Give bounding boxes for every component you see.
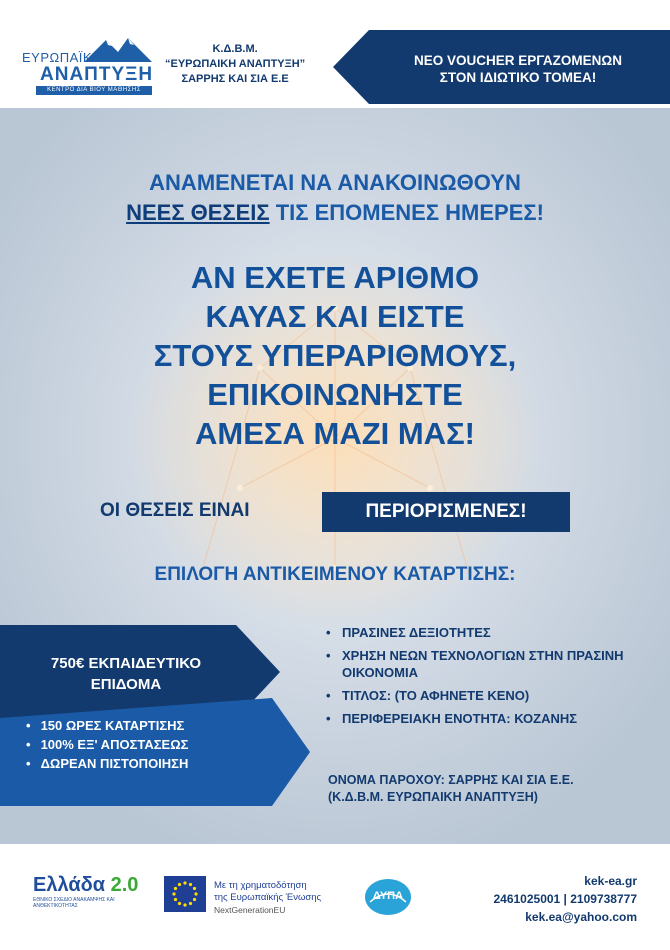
- eu-line-2: της Ευρωπαϊκής Ένωσης: [214, 892, 322, 903]
- benefit-item: • 150 ΩΡΕΣ ΚΑΤΑΡΤΙΣΗΣ: [26, 716, 188, 735]
- headline-line: ΕΠΙΚΟΙΝΩΝΗΣΤΕ: [207, 377, 463, 412]
- subject-item: • ΠΡΑΣΙΝΕΣ ΔΕΞΙΟΤΗΤΕΣ: [326, 624, 666, 641]
- voucher-line-2: ΣΤΟΝ ΙΔΙΩΤΙΚΟ ΤΟΜΕΑ!: [439, 70, 597, 85]
- phone-numbers: 2461025001 | 2109738777: [493, 892, 637, 906]
- eu-star: [194, 892, 197, 895]
- ellada-word: Ελλάδα: [33, 874, 106, 896]
- eu-flag-icon: [164, 876, 206, 912]
- limited-positions-row: [0, 492, 670, 532]
- subject-item: • ΧΡΗΣΗ ΝΕΩΝ ΤΕΧΝΟΛΟΓΙΩΝ ΣΤΗΝ ΠΡΑΣΙΝΗ ΟΙΚΟΝΟΜΙΑ: [326, 647, 666, 681]
- eu-line-1: Με τη χρηματοδότηση: [214, 880, 307, 891]
- provider-info: [328, 772, 658, 806]
- eu-star: [172, 892, 175, 895]
- main-headline: [0, 258, 670, 453]
- eu-star: [178, 902, 181, 905]
- announcement-line-1: ΑΝΑΜΕΝΕΤΑΙ ΝΑ ΑΝΑΚΟΙΝΩΘΟΥΝ: [149, 170, 521, 195]
- announcement: [0, 168, 670, 228]
- subject-item: • ΤΙΤΛΟΣ: (ΤΟ ΑΦΗΝΕΤΕ ΚΕΝΟ): [326, 687, 666, 704]
- company-line-1: Κ.Δ.Β.Μ.: [212, 43, 258, 55]
- allowance-line-1: 750€ ΕΚΠΑΙΔΕΥΤΙΚΟ: [50, 655, 202, 672]
- headline-line: ΑΝ ΕΧΕΤΕ ΑΡΙΘΜΟ: [190, 260, 480, 295]
- subjects-list: [326, 624, 666, 733]
- announcement-line-2-rest: ΤΙΣ ΕΠΟΜΕΝΕΣ ΗΜΕΡΕΣ!: [269, 200, 544, 225]
- limited-label: ΟΙ ΘΕΣΕΙΣ ΕΙΝΑΙ: [100, 500, 250, 521]
- ellada-number: 2.0: [110, 874, 139, 896]
- next-generation-eu: NextGenerationEU: [214, 905, 286, 915]
- company-line-2: “ΕΥΡΩΠΑΙΚΗ ΑΝΑΠΤΥΞΗ”: [165, 58, 306, 70]
- email-link[interactable]: kek.ea@yahoo.com: [525, 910, 637, 924]
- eu-star: [183, 903, 186, 906]
- allowance-line-2: ΕΠΙΔΟΜΑ: [90, 676, 162, 693]
- eu-star: [189, 883, 192, 886]
- company-name: [165, 42, 305, 87]
- footer: [0, 844, 670, 950]
- subject-item: • ΠΕΡΙΦΕΡΕΙΑΚΗ ΕΝΟΤΗΤΑ: ΚΟΖΑΝΗΣ: [326, 710, 666, 727]
- voucher-banner: [333, 30, 670, 104]
- eu-star: [193, 898, 196, 901]
- provider-line-2: (Κ.Δ.Β.Μ. ΕΥΡΩΠΑΙΚΗ ΑΝΑΠΤΥΞΗ): [328, 790, 538, 804]
- header: [0, 0, 670, 108]
- headline-line: ΚΑΥΑΣ ΚΑΙ ΕΙΣΤΕ: [205, 299, 465, 334]
- voucher-line-1: ΝΕΟ VOUCHER ΕΡΓΑΖΟΜΕΝΩΝ: [414, 53, 622, 68]
- limited-badge: ΠΕΡΙΟΡΙΣΜΕΝΕΣ!: [322, 492, 570, 532]
- logo-main-text: ΑΝΑΠΤΥΞΗ: [40, 64, 154, 85]
- benefits-list: [26, 716, 188, 773]
- website-link[interactable]: kek-ea.gr: [584, 874, 637, 888]
- new-positions-emphasis: ΝΕΕΣ ΘΕΣΕΙΣ: [126, 200, 270, 225]
- eu-star: [189, 902, 192, 905]
- headline-line: ΑΜΕΣΑ ΜΑΖΙ ΜΑΣ!: [195, 416, 475, 451]
- dypa-text: ΔΥΠΑ: [372, 890, 404, 902]
- training-subject-title: ΕΠΙΛΟΓΗ ΑΝΤΙΚΕΙΜΕΝΟΥ ΚΑΤΑΡΤΙΣΗΣ:: [154, 564, 516, 585]
- eu-star: [183, 881, 186, 884]
- greece-2-0-logo: [33, 874, 138, 909]
- ellada-subtitle: ΕΘΝΙΚΟ ΣΧΕΔΙΟ ΑΝΑΚΑΜΨΗΣ ΚΑΙ ΑΝΘΕΚΤΙΚΟΤΗΤΑΣ: [33, 897, 115, 909]
- logo-bar-text: ΚΕΝΤΡΟ ΔΙΑ ΒΙΟΥ ΜΑΘΗΣΗΣ: [36, 86, 152, 95]
- announcement-line-2: [0, 198, 670, 228]
- eu-funding-text: [214, 880, 321, 916]
- eu-star: [178, 883, 181, 886]
- dypa-logo: [364, 878, 412, 916]
- europaiki-anaptyxi-logo: [22, 36, 152, 96]
- eu-star: [193, 887, 196, 890]
- benefit-item: • 100% ΕΞ' ΑΠΟΣΤΑΣΕΩΣ: [26, 735, 188, 754]
- company-line-3: ΣΑΡΡΗΣ ΚΑΙ ΣΙΑ Ε.Ε: [181, 73, 289, 85]
- benefit-item: • ΔΩΡΕΑΝ ΠΙΣΤΟΠΟΙΗΣΗ: [26, 754, 188, 773]
- eu-star: [174, 898, 177, 901]
- eu-star: [174, 887, 177, 890]
- hero-section: [0, 108, 670, 844]
- contact-info: [493, 872, 637, 926]
- provider-line-1: ΟΝΟΜΑ ΠΑΡΟΧΟΥ: ΣΑΡΡΗΣ ΚΑΙ ΣΙΑ Ε.Ε.: [328, 773, 574, 787]
- benefits-banner: [0, 698, 310, 806]
- logo-top-text: ΕΥΡΩΠΑΪΚΗ: [22, 50, 102, 65]
- headline-line: ΣΤΟΥΣ ΥΠΕΡΑΡΙΘΜΟΥΣ,: [153, 338, 517, 373]
